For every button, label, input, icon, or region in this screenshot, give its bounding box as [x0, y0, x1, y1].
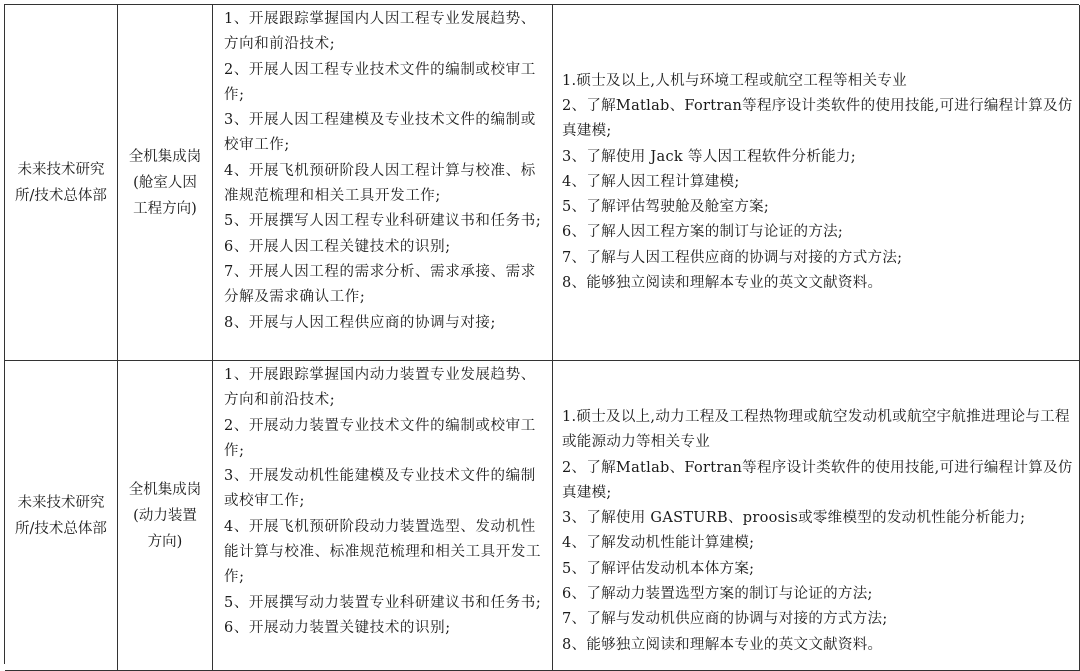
department-cell [5, 361, 118, 671]
duty-item: 8、开展与人因工程供应商的协调与对接; [224, 314, 497, 331]
position-cell [118, 361, 213, 671]
duty-item: 1、开展跟踪掌握国内人因工程专业发展趋势、方向和前沿技术; [224, 11, 536, 53]
table-row [5, 5, 1080, 361]
department-text: 未来技术研究所/技术总体部 [15, 161, 107, 204]
requirement-item: 7、了解与人因工程供应商的协调与对接的方式方法; [562, 249, 903, 266]
duty-item: 5、开展撰写动力装置专业科研建议书和任务书; [224, 594, 542, 611]
department-cell [5, 5, 118, 361]
duty-item: 4、开展飞机预研阶段人因工程计算与校准、标准规范梳理和相关工具开发工作; [224, 162, 536, 205]
requirement-item: 4、了解发动机性能计算建模; [562, 535, 755, 552]
requirement-item: 5、了解评估驾驶舱及舱室方案; [562, 199, 770, 216]
duty-item: 4、开展飞机预研阶段动力装置选型、发动机性能计算与校准、标准规范梳理和相关工具开发工作; [224, 518, 542, 586]
requirement-item: 7、了解与发动机供应商的协调与对接的方式方法; [562, 611, 888, 628]
requirement-item: 6、了解动力装置选型方案的制订与论证的方法; [562, 586, 873, 603]
requirement-item: 5、了解评估发动机本体方案; [562, 560, 755, 577]
table-row [5, 361, 1080, 671]
requirements-cell [553, 361, 1080, 671]
duties-cell [213, 5, 553, 361]
requirements-cell [553, 5, 1080, 361]
duties-cell [213, 361, 553, 671]
duty-item: 7、开展人因工程的需求分析、需求承接、需求分解及需求确认工作; [224, 263, 536, 306]
requirement-item: 2、了解Matlab、Fortran等程序设计类软件的使用技能,可进行编程计算及仿真建模; [562, 97, 1073, 140]
position-text: 全机集成岗(动力装置方向) [128, 481, 202, 550]
requirement-item: 1.硕士及以上,人机与环境工程或航空工程等相关专业 [562, 72, 907, 89]
department-text: 未来技术研究所/技术总体部 [15, 494, 107, 537]
position-cell [118, 5, 213, 361]
requirement-item: 1.硕士及以上,动力工程及工程热物理或航空发动机或航空宇航推进理论与工程或能源动力等相关专业 [562, 409, 1070, 451]
requirement-item: 4、了解人因工程计算建模; [562, 173, 740, 190]
requirement-item: 3、了解使用 GASTURB、proosis或零维模型的发动机性能分析能力; [562, 510, 1026, 527]
duty-item: 3、开展发动机性能建模及专业技术文件的编制或校审工作; [224, 468, 536, 510]
duty-item: 6、开展人因工程关键技术的识别; [224, 238, 451, 255]
requirement-item: 2、了解Matlab、Fortran等程序设计类软件的使用技能,可进行编程计算及仿真建模; [562, 459, 1073, 501]
requirement-item: 8、能够独立阅读和理解本专业的英文文献资料。 [562, 275, 883, 292]
duty-item: 3、开展人因工程建模及专业技术文件的编制或校审工作; [224, 112, 536, 154]
duty-item: 2、开展动力装置专业技术文件的编制或校审工作; [224, 417, 536, 459]
duty-item: 6、开展动力装置关键技术的识别; [224, 619, 451, 636]
position-text: 全机集成岗(舱室人因工程方向) [128, 148, 202, 217]
duty-item: 5、开展撰写人因工程专业科研建议书和任务书; [224, 213, 542, 230]
requirement-item: 3、了解使用 Jack 等人因工程软件分析能力; [562, 148, 856, 165]
duty-item: 2、开展人因工程专业技术文件的编制或校审工作; [224, 61, 536, 103]
requirement-item: 8、能够独立阅读和理解本专业的英文文献资料。 [562, 636, 883, 653]
job-table [4, 4, 1079, 664]
requirement-item: 6、了解人因工程方案的制订与论证的方法; [562, 224, 844, 241]
duty-item: 1、开展跟踪掌握国内动力装置专业发展趋势、方向和前沿技术; [224, 367, 536, 409]
